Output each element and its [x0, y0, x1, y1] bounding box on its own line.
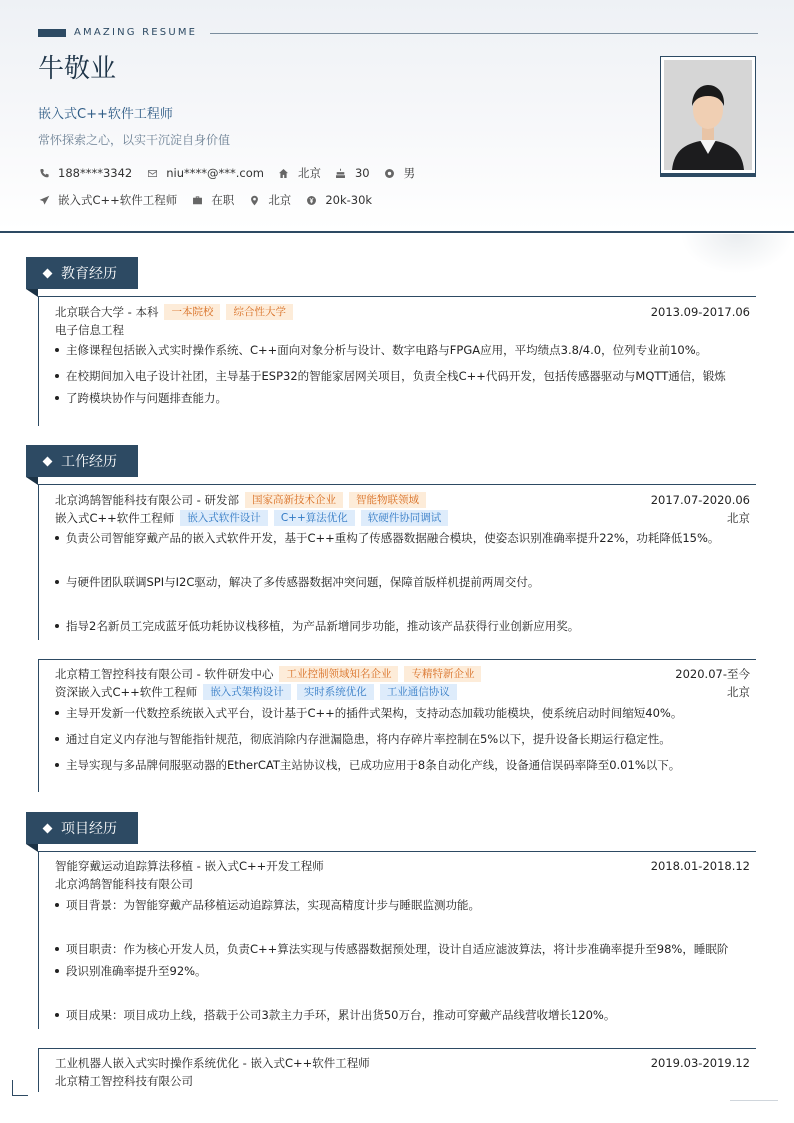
- entry-divider: [38, 659, 756, 660]
- project-header-line: [55, 1054, 750, 1072]
- school-name: 北京联合大学 - 本科: [55, 305, 159, 319]
- work-date: 2020.07-至今: [675, 667, 750, 681]
- diamond-icon: [43, 823, 53, 833]
- diamond-icon: [43, 268, 53, 278]
- intent-city-info: [248, 192, 291, 208]
- entry-divider: [38, 296, 756, 297]
- residence-info: [278, 165, 321, 181]
- project-name: 智能穿戴运动追踪算法移植 - 嵌入式C++开发工程师: [55, 859, 324, 873]
- entry-left-rule: [38, 851, 39, 1029]
- resume-header: [0, 0, 794, 233]
- project-date: 2018.01-2018.12: [650, 859, 750, 873]
- work-bullet: 主导开发新一代数控系统嵌入式平台，设计基于C++的插件式架构，支持动态加载功能模块，使系统启动时间缩短40%。: [55, 702, 745, 724]
- job-intent-row: [38, 192, 386, 208]
- intent-position-info: [38, 192, 177, 208]
- work-date: 2017.07-2020.06: [650, 493, 750, 507]
- work-bullet: 主导实现与多品牌伺服驱动器的EtherCAT主站协议栈，已成功应用于8条自动化产线，设备通信误码率降至0.01%以下。: [55, 754, 745, 776]
- work-bullet: 与硬件团队联调SPI与I2C驱动，解决了多传感器数据冲突问题，保障首版样机提前两周交付。: [55, 571, 745, 593]
- education-major-line: [55, 321, 750, 339]
- email-text: niu****@***.com: [166, 166, 264, 180]
- gender-info: [384, 165, 416, 181]
- education-bullet-continuation: [55, 387, 745, 409]
- phone-icon: [38, 167, 50, 179]
- education-bullet: 主修课程包括嵌入式实时操作系统、C++面向对象分析与设计、数字电路与FPGA应用，平均绩点3.8/4.0，位列专业前10%。: [55, 339, 745, 361]
- age-text: 30: [354, 166, 370, 180]
- phone-text: 188****3342: [58, 166, 133, 180]
- project-company: 北京精工智控科技有限公司: [55, 1074, 193, 1088]
- project-bullet-text: 段识别准确率提升至92%。: [66, 964, 207, 978]
- project-entry: [38, 1048, 756, 1092]
- section-education-title: [26, 257, 138, 289]
- entry-divider: [38, 851, 756, 852]
- education-bullet-text: 了跨模块协作与问题排查能力。: [66, 391, 227, 405]
- section-education-label: 教育经历: [61, 266, 117, 282]
- project-bullet: 项目成果：项目成功上线，搭载于公司3款主力手环，累计出货50万台，推动可穿戴产品线营收增长120%。: [55, 1004, 745, 1026]
- company-tag: 工业控制领域知名企业: [279, 666, 398, 682]
- education-header-line: [55, 303, 750, 321]
- ribbon-fold: [26, 477, 38, 485]
- role-name: 资深嵌入式C++软件工程师: [55, 685, 198, 699]
- education-bullet: 在校期间加入电子设计社团，主导基于ESP32的智能家居网关项目，负责全栈C++代码开发，包括传感器驱动与MQTT通信，锻炼: [55, 365, 745, 387]
- section-work-label: 工作经历: [61, 454, 117, 470]
- home-icon: [278, 167, 290, 179]
- work-bullet: [55, 615, 745, 637]
- profile-photo: [664, 60, 752, 170]
- phone-info: [38, 166, 132, 180]
- education-entry: [38, 296, 756, 428]
- project-date: 2019.03-2019.12: [650, 1056, 750, 1070]
- location-pin-icon: [248, 194, 260, 206]
- work-company-line: [55, 491, 750, 509]
- contact-row: [38, 165, 429, 181]
- major-name: 电子信息工程: [55, 323, 124, 337]
- work-role-line: [55, 683, 750, 701]
- brand-bar: [38, 29, 66, 37]
- project-company: 北京鸿鹄智能科技有限公司: [55, 877, 193, 891]
- section-project-label: 项目经历: [61, 821, 117, 837]
- work-bullet: 负责公司智能穿戴产品的嵌入式软件开发，基于C++重构了传感器数据融合模块，使姿态识别准确率提升22%，功耗降低15%。: [55, 527, 745, 549]
- skill-tag: 实时系统优化: [297, 684, 374, 700]
- entry-left-rule: [38, 296, 39, 426]
- page-corner-mark: [12, 1080, 28, 1096]
- entry-divider: [38, 484, 756, 485]
- project-bullet: 项目职责：作为核心开发人员，负责C++算法实现与传感器数据预处理，设计自适应滤波算法，将计步准确率提升至98%，睡眠阶: [55, 938, 745, 960]
- candidate-motto: 常怀探索之心，以实干沉淀自身价值: [38, 133, 231, 147]
- company-tag: 智能物联领域: [349, 492, 426, 508]
- skill-tag: 软硬件协同调试: [361, 510, 449, 526]
- diamond-icon: [43, 456, 53, 466]
- company-tag: 专精特新企业: [404, 666, 481, 682]
- residence-text: 北京: [297, 166, 321, 180]
- entry-left-rule: [38, 1048, 39, 1092]
- intent-position-text: 嵌入式C++软件工程师: [58, 193, 178, 207]
- briefcase-icon: [191, 194, 203, 206]
- work-entry: [38, 484, 756, 642]
- brand-divider: [210, 33, 758, 34]
- work-bullet-text: 指导2名新员工完成蓝牙低功耗协议栈移植，为产品新增同步功能，推动该产品获得行业创新应用奖。: [66, 619, 580, 633]
- candidate-name: 牛敬业: [38, 54, 117, 84]
- email-info: [146, 166, 264, 180]
- salary-icon: [305, 194, 317, 206]
- brand-text: AMAZING RESUME: [74, 27, 198, 38]
- send-icon: [38, 194, 50, 206]
- skill-tag: 嵌入式软件设计: [180, 510, 268, 526]
- ribbon-fold: [26, 844, 38, 852]
- skill-tag: C++算法优化: [274, 510, 355, 526]
- project-entry: [38, 851, 756, 1031]
- company-tag: 国家高新技术企业: [245, 492, 343, 508]
- entry-divider: [38, 1048, 756, 1049]
- work-company-line: [55, 665, 750, 683]
- profile-photo-frame: [660, 56, 756, 174]
- mail-icon: [146, 167, 158, 179]
- role-name: 嵌入式C++软件工程师: [55, 511, 175, 525]
- entry-left-rule: [38, 484, 39, 640]
- school-tag: 一本院校: [164, 304, 220, 320]
- project-header-line: [55, 857, 750, 875]
- entry-left-rule: [38, 659, 39, 792]
- salary-text: 20k-30k: [325, 193, 373, 207]
- work-city: 北京: [727, 511, 750, 525]
- status-info: [191, 192, 234, 208]
- skill-tag: 工业通信协议: [380, 684, 457, 700]
- cake-icon: [335, 167, 347, 179]
- education-date: 2013.09-2017.06: [650, 305, 750, 319]
- status-text: 在职: [211, 193, 235, 207]
- project-name: 工业机器人嵌入式实时操作系统优化 - 嵌入式C++软件工程师: [55, 1056, 370, 1070]
- brand-row: [38, 26, 758, 40]
- school-tag: 综合性大学: [226, 304, 293, 320]
- gender-icon: [384, 167, 396, 179]
- company-name: 北京鸿鹄智能科技有限公司 - 研发部: [55, 493, 239, 507]
- header-shadow: [680, 234, 794, 274]
- age-info: [335, 166, 370, 180]
- page-bottom-rule: [730, 1100, 778, 1101]
- work-entry: [38, 659, 756, 794]
- salary-info: [305, 193, 372, 207]
- work-bullet: 通过自定义内存池与智能指针规范，彻底消除内存泄漏隐患，将内存碎片率控制在5%以下，提升设备长期运行稳定性。: [55, 728, 745, 750]
- project-bullet-continuation: [55, 960, 745, 982]
- project-company-line: [55, 875, 750, 893]
- work-city: 北京: [727, 685, 750, 699]
- project-company-line: [55, 1072, 750, 1090]
- intent-city-text: 北京: [268, 193, 292, 207]
- section-work-title: [26, 445, 138, 477]
- candidate-title: 嵌入式C++软件工程师: [38, 107, 173, 122]
- skill-tag: 嵌入式架构设计: [203, 684, 291, 700]
- work-role-line: [55, 509, 750, 527]
- company-name: 北京精工智控科技有限公司 - 软件研发中心: [55, 667, 274, 681]
- section-project-title: [26, 812, 138, 844]
- project-bullet: 项目背景：为智能穿戴产品移植运动追踪算法，实现高精度计步与睡眠监测功能。: [55, 894, 745, 916]
- ribbon-fold: [26, 289, 38, 297]
- gender-text: 男: [403, 166, 416, 180]
